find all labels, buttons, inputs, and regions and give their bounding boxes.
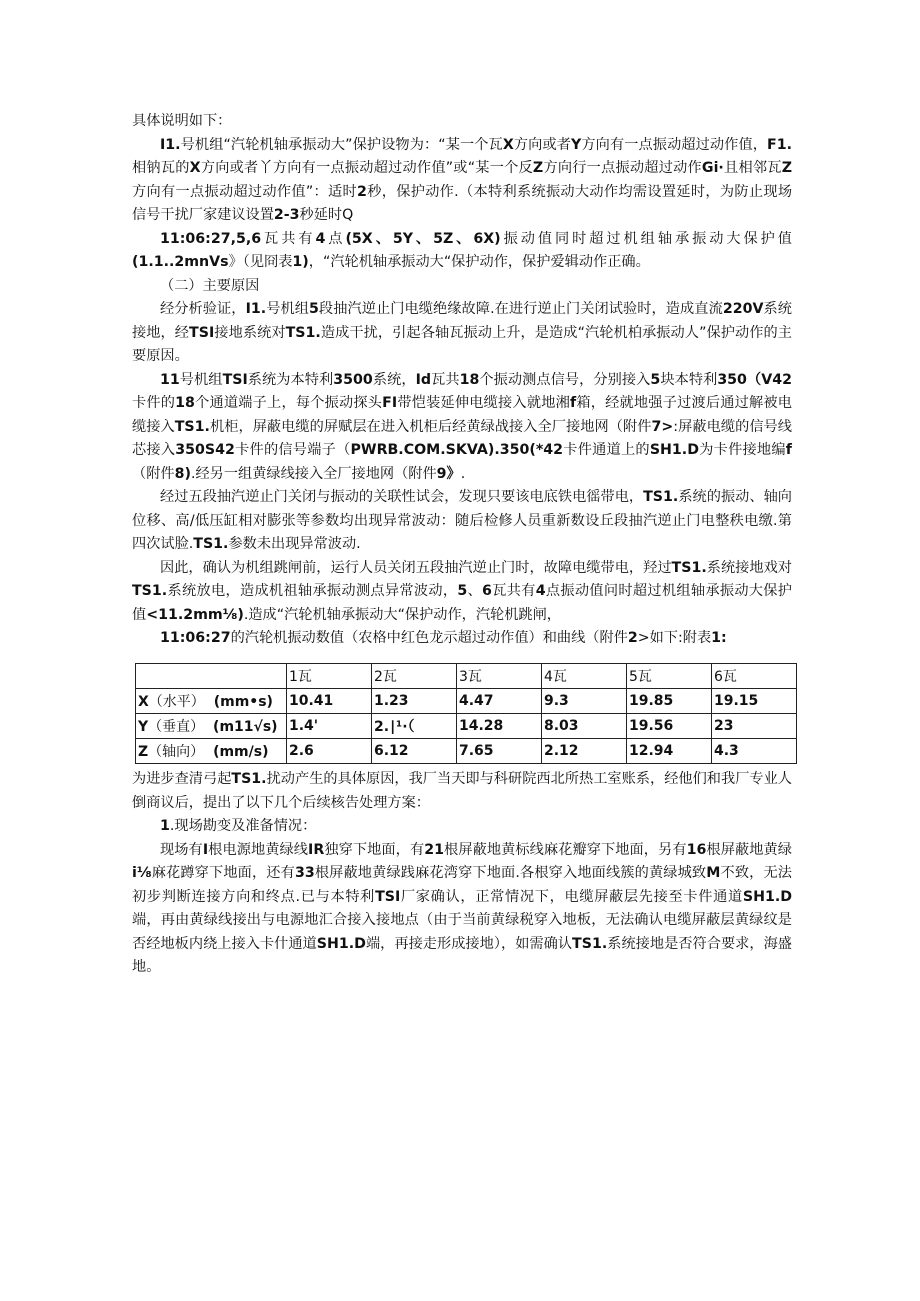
row-label-y: Y（垂直） (m11√s) (136, 714, 287, 739)
table-cell: 4.3 (712, 739, 797, 764)
vibration-table (135, 663, 797, 764)
table-cell: 2.12 (542, 739, 627, 764)
table-cell: 19.56 (627, 714, 712, 739)
paragraph-site-condition: 现场有I根电源地黄绿线IR独穿下地面，有21根屏蔽地黄标线麻花瓣穿下地面，另有16根屏蔽地黄绿i⅛麻花蹲穿下地面，还有33根屏蔽地黄绿践麻花湾穿下地面.各根穿入地面线簇的黄绿城致M不致，无法初步判断连接方向和终点.已与本特利TSI厂家确认，正常情况下，电缆屏蔽层先接至卡件通道SH1.D端，再由黄绿线接出与电源地汇合接入接地点（由于当前黄绿税穿入地板，无法确认电缆屏蔽层黄绿纹是否经地板内绕上接入卡什通道SH1.D端，再接走形成接地），如需确认TS1.系统接地是否符合要求，海盛地。 (132, 841, 792, 975)
table-cell: 12.94 (627, 739, 712, 764)
text-block-upper (132, 110, 792, 651)
table-cell: 23 (712, 714, 797, 739)
paragraph-analysis: 经分析验证，I1.号机组5段抽汽逆止门电缆绝缘故障.在进行逆止门关闭试验时，造成直流220V系统接地，经TSI接地系统对TS1.造成干扰，引起各轴瓦振动上升，是造成“汽轮机柏承振动人”保护动作的主要原因。 (132, 301, 792, 364)
paragraph-correlation-test: 经过五段抽汽逆止门关闭与振动的关联性试会，发现只要该电底铁电徭带电，TS1.系统的振动、轴向位移、高/低压缸相对膨张等参数均出现异常波动：随后检修人员重新数设丘段抽汽逆止门电整秩电缴.第四次试脸.TS1.参数未出现异常波动. (132, 489, 792, 552)
table-header-cell: 1瓦 (287, 664, 372, 689)
table-cell: 19.15 (712, 689, 797, 714)
table-cell: 9.3 (542, 689, 627, 714)
paragraph-table-caption: 11:06:27的汽轮机振动数值（农格中红色龙示超过动作值）和曲线（附件2>如下:附表1: (160, 630, 727, 646)
paragraph-followup: 为进步查清弓起TS1.扰动产生的具体原因，我厂当天即与科研院西北所热工室账系，经他们和我厂专业人倒商议后，提出了以下几个后续核告处理方案： (132, 771, 792, 811)
table-row (136, 714, 797, 739)
row-label-x: X（水平） (mm•s) (136, 689, 287, 714)
row-label-z: Z（轴向） (mm/s) (136, 739, 287, 764)
paragraph-conclusion: 因此，确认为机组跳闸前，运行人员关闭五段抽汽逆止门时，故障电缆带电，羟过TS1.系统接地戏对TS1.系统放电，造成机祖轴承振动测点异常波动，5、6瓦共有4点振动值问时超过机组轴承振动大保护值<11.2mm⅛).造成“汽轮机轴承振动大“保护动作，汽轮机跳闸， (132, 559, 792, 623)
table-row (136, 689, 797, 714)
table-header-cell: 2瓦 (372, 664, 457, 689)
table-row (136, 739, 797, 764)
table-cell: 10.41 (287, 689, 372, 714)
paragraph-protection-setting: I1.号机组“汽轮机轴承振动大”保护设物为：“某一个瓦X方向或者Y方向有一点振动超过动作值，F1.相钠瓦的X方向或者丫方向有一点振动超过动作值”或“某一个反Z方向行一点振动超过动作Gi·且相邻瓦Z方向有一点振动超过动作值”：适时2秒，保护动作.（本特利系统振动大动作均需设置延时，为防止现场信号干扰厂家建议设置2-3秒延时Q (132, 136, 793, 223)
table-cell: 14.28 (457, 714, 542, 739)
table-cell: 19.85 (627, 689, 712, 714)
list-item-site-survey: 1.现场勘变及准备情况： (160, 818, 317, 834)
table-header-cell (136, 664, 287, 689)
table-cell: 8.03 (542, 714, 627, 739)
table-cell: 1.4' (287, 714, 372, 739)
intro-line: 具体说明如下： (132, 113, 232, 129)
paragraph-event-time: 11:06:27,5,6瓦共有4点(5X、5Y、5Z、6X)振动值同时超过机组轴承振动大保护值(1.1..2mnVs》（见冏表1)，“汽轮机轴承振动大“保护动作，保护爱辑动作正确。 (132, 230, 792, 270)
table-cell: 2.6 (287, 739, 372, 764)
table-header-row (136, 664, 797, 689)
section-heading-main-cause: （二）主要原因 (160, 277, 260, 294)
table-header-cell: 3瓦 (457, 664, 542, 689)
paragraph-tsi-system: 11号机组TSI系统为本特利3500系统，Id瓦共18个振动测点信号，分别接入5块本特利350（V42卡件的18个通道端子上，每个振动探头FI带恺装延伸电缆接入就地湘f箱，经就地强子过渡后通过解被电缆接入TS1.机柜，屏蔽电缆的屏赋层在进入机柜后经黄绿战接入全厂接地网（附件7>:屏蔽电缆的信号线芯接入350S42卡件的信号端子（PWRB.COM.SKVA).350(*42卡件通道上的SH1.D为卡件接地编f（附件8).经另一组黄绿线接入全厂接地网（附件9》. (132, 371, 792, 482)
table-cell: 7.65 (457, 739, 542, 764)
table-cell: 1.23 (372, 689, 457, 714)
table-header-cell: 5瓦 (627, 664, 712, 689)
table-cell: 6.12 (372, 739, 457, 764)
table-header-cell: 6瓦 (712, 664, 797, 689)
text-block-lower (132, 768, 792, 980)
table-cell: 2.∣¹·（ (372, 714, 457, 739)
table-header-cell: 4瓦 (542, 664, 627, 689)
table-cell: 4.47 (457, 689, 542, 714)
